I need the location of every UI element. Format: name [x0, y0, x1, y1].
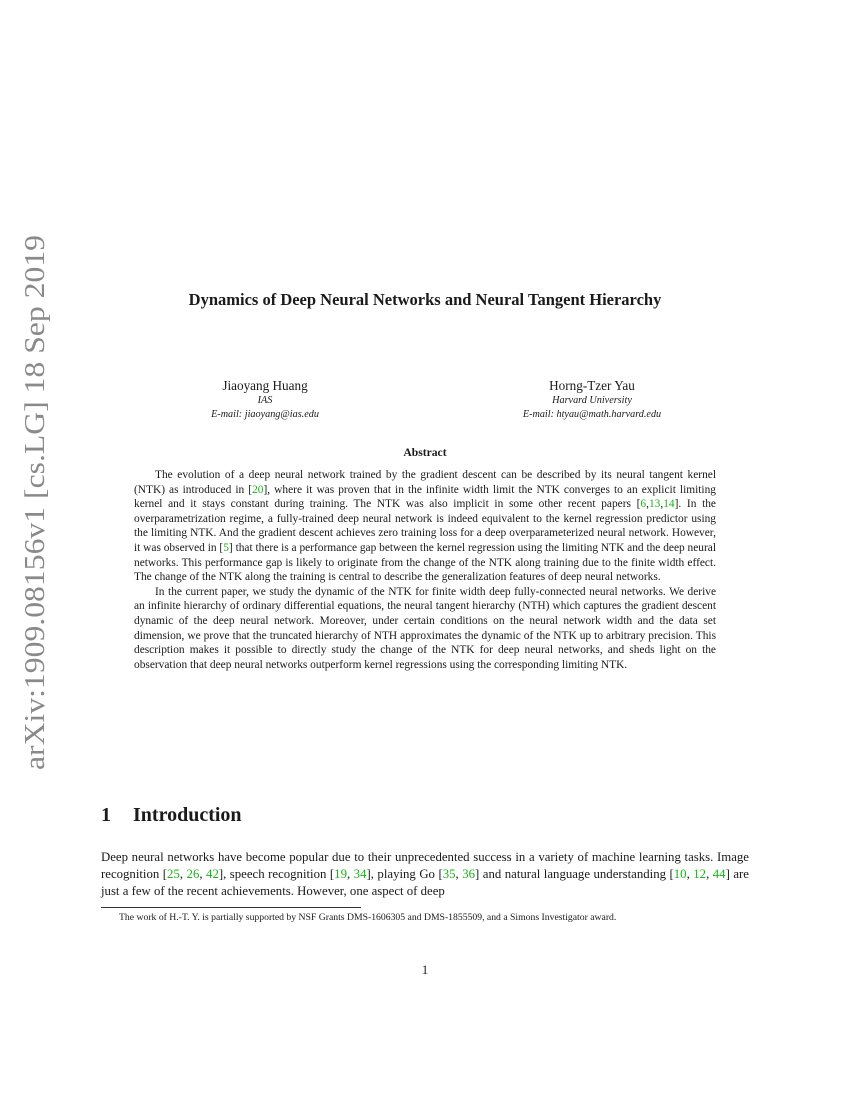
author-affiliation: IAS [257, 395, 273, 406]
citation-link[interactable]: 6 [640, 498, 647, 511]
arxiv-stamp-text: arXiv:1909.08156v1 [cs.LG] 18 Sep 2019 [19, 280, 51, 770]
citation-link[interactable]: 12 [693, 867, 707, 881]
author-name: Horng-Tzer Yau [549, 378, 635, 393]
intro-text: Deep neural networks have become popular due to their unprecedented success in a variety of machine learning tasks. Image recognition [ [101, 850, 749, 881]
abstract-heading: Abstract [403, 446, 447, 459]
citation-link[interactable]: 14 [663, 498, 675, 511]
section-title: Introduction [133, 804, 242, 826]
intro-body [101, 849, 749, 900]
citation-separator: , [646, 498, 649, 511]
abstract-paragraph-1 [134, 468, 716, 585]
intro-text: ], speech recognition [ [218, 867, 335, 881]
citation-link[interactable]: 25 [167, 867, 180, 881]
abstract-text: ], where it was proven that in the infinite width limit the NTK converges to an explicit limiting kernel and it stays constant during training. The NTK was also implicit in some other recent papers [ [134, 483, 716, 511]
author-block-1 [135, 377, 395, 422]
citation-link[interactable]: 20 [252, 483, 264, 496]
intro-text: ], playing Go [ [366, 867, 443, 881]
citation-separator: , [660, 498, 664, 511]
citation-separator: , [455, 867, 463, 881]
citation-separator: , [686, 867, 694, 881]
citation-link[interactable]: 13 [648, 498, 661, 511]
author-email: E-mail: htyau@math.harvard.edu [522, 409, 662, 420]
abstract-text: The evolution of a deep neural network trained by the gradient descent can be described by its neural tangent kernel (NTK) as introduced in [ [134, 469, 716, 496]
citation-link[interactable]: 36 [462, 867, 476, 881]
intro-text: ] are just a few of the recent achievements. However, one aspect of deep [101, 867, 749, 898]
abstract-body [134, 468, 716, 672]
footnote-text: The work of H.-T. Y. is partially supported by NSF Grants DMS-1606305 and DMS-1855509, and a Simons Investigator award. [119, 912, 617, 923]
citation-link[interactable]: 34 [353, 867, 367, 881]
citation-link[interactable]: 5 [223, 541, 229, 554]
author-name: Jiaoyang Huang [222, 378, 308, 393]
abstract-text: ]. In the overparametrization regime, a fully-trained deep neural network is indeed equivalent to the kernel regression predictor using the limiting NTK. And the gradient descent achieves zero training loss for a deep overparameterized neural network. However, it was observed in [ [134, 498, 716, 554]
author-block-2 [462, 377, 722, 422]
footnote-rule [101, 907, 361, 908]
page-number: 1 [421, 963, 429, 977]
abstract-paragraph-2: In the current paper, we study the dynamic of the NTK for finite width deep fully-connected neural networks. We derive an infinite hierarchy of ordinary differential equations, the neural tangent hierarchy (NTH) which captures the gradient descent dynamic of the deep neural network. Moreover, under certain conditions on the neural network width and the data set dimension, we prove that the truncated hierarchy of NTH approximates the dynamic of the NTK up to arbitrary precision. This description makes it possible to directly study the change of the NTK for deep neural networks, and sheds light on the observation that deep neural networks outperform kernel regressions using the corresponding limiting NTK. [134, 585, 716, 671]
intro-paragraph [101, 849, 749, 900]
citation-separator: , [706, 867, 713, 881]
citation-link[interactable]: 19 [334, 867, 347, 881]
citation-separator: , [179, 867, 187, 881]
citation-link[interactable]: 42 [206, 867, 219, 881]
citation-link[interactable]: 44 [712, 867, 726, 881]
author-email: E-mail: jiaoyang@ias.edu [211, 409, 319, 420]
citation-link[interactable]: 26 [186, 867, 200, 881]
author-affiliation: Harvard University [552, 395, 632, 406]
section-number: 1 [101, 804, 111, 826]
citation-separator: , [199, 867, 207, 881]
abstract-text: ] that there is a performance gap between the kernel regression using the limiting NTK and the deep neural networks. This performance gap is likely to originate from the change of the NTK along training due to the finite width effect. The change of the NTK along the training is central to describe the generalization features of deep neural networks. [134, 541, 717, 584]
citation-separator: , [346, 867, 354, 881]
arxiv-stamp [8, 230, 52, 770]
paper-title: Dynamics of Deep Neural Networks and Neural Tangent Hierarchy [188, 290, 662, 309]
citation-link[interactable]: 35 [442, 867, 456, 881]
footnote [101, 911, 749, 924]
section-heading [101, 804, 242, 827]
intro-text: ] and natural language understanding [ [475, 867, 674, 881]
citation-link[interactable]: 10 [673, 867, 687, 881]
